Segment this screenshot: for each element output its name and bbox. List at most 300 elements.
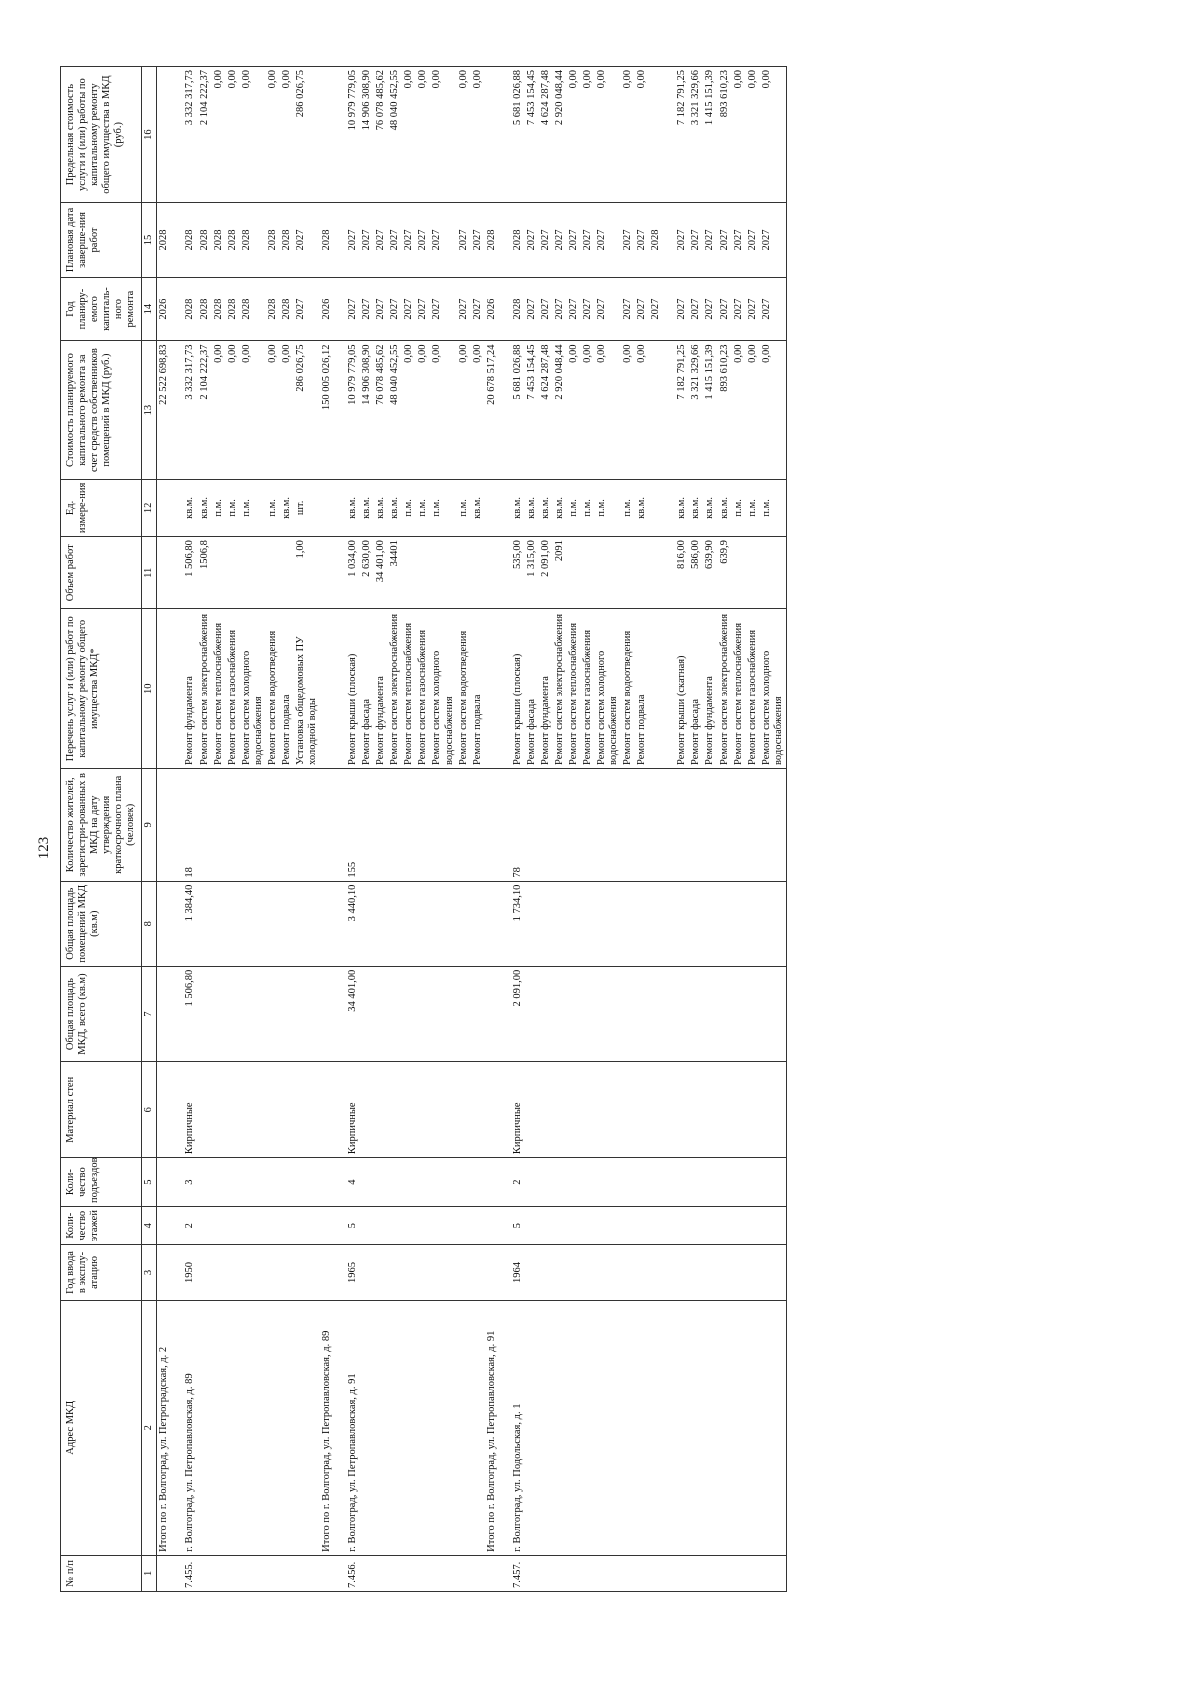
table-cell: кв.м. — [689, 479, 703, 536]
table-cell — [760, 1062, 787, 1158]
table-cell — [649, 1245, 675, 1300]
table-cell: 2027 — [525, 203, 539, 277]
table-cell: кв.м. — [553, 479, 567, 536]
table-cell: кв.м. — [346, 479, 360, 536]
table-cell — [212, 966, 226, 1062]
table-cell: 0,00 — [567, 67, 581, 203]
table-cell: п.м. — [732, 479, 746, 536]
table-cell — [198, 881, 212, 966]
table-cell: 0,00 — [760, 341, 787, 479]
table-cell: 0,00 — [635, 341, 649, 479]
table-cell: 2028 — [511, 277, 525, 341]
table-cell — [760, 1555, 787, 1591]
table-cell: 2027 — [760, 277, 787, 341]
table-cell: 2027 — [471, 277, 485, 341]
table-cell: 2027 — [525, 277, 539, 341]
table-cell — [280, 1300, 294, 1555]
table-cell: 0,00 — [212, 67, 226, 203]
column-header: Плановая дата заверше-ния работ — [61, 203, 142, 277]
table-cell — [457, 1245, 471, 1300]
table-cell: 893 610,23 — [718, 67, 732, 203]
work-row — [226, 67, 240, 1592]
table-cell: 2027 — [457, 277, 471, 341]
table-cell: 0,00 — [240, 341, 266, 479]
column-number: 13 — [142, 341, 157, 479]
table-cell: 0,00 — [430, 67, 456, 203]
table-cell: 48 040 452,55 — [388, 341, 402, 479]
table-cell — [718, 881, 732, 966]
table-cell: Ремонт крыши (плоская) — [511, 609, 525, 769]
table-cell — [430, 1158, 456, 1207]
table-cell: 2027 — [718, 203, 732, 277]
table-cell: 2027 — [360, 277, 374, 341]
table-cell — [360, 881, 374, 966]
table-cell: 0,00 — [581, 341, 595, 479]
table-cell: 2028 — [649, 203, 675, 277]
table-cell — [212, 1300, 226, 1555]
table-cell — [718, 768, 732, 881]
table-cell — [649, 609, 675, 769]
column-number: 14 — [142, 277, 157, 341]
table-cell — [266, 1158, 280, 1207]
table-cell — [280, 966, 294, 1062]
table-cell — [553, 1245, 567, 1300]
table-cell — [525, 881, 539, 966]
table-cell — [760, 1207, 787, 1245]
table-cell — [595, 768, 621, 881]
table-cell — [388, 1300, 402, 1555]
table-cell — [703, 1062, 717, 1158]
table-cell: 2027 — [689, 203, 703, 277]
table-cell: 286 026,75 — [294, 67, 320, 203]
table-cell — [581, 881, 595, 966]
table-cell — [689, 1158, 703, 1207]
work-row — [635, 67, 649, 1592]
table-cell — [567, 1062, 581, 1158]
table-cell — [553, 966, 567, 1062]
table-cell: Ремонт крыши (скатная) — [675, 609, 689, 769]
table-cell: 2027 — [430, 203, 456, 277]
table-cell: 0,00 — [280, 341, 294, 479]
table-cell — [374, 1555, 388, 1591]
table-cell: 34401 — [388, 537, 402, 609]
table-cell — [689, 966, 703, 1062]
table-cell — [240, 881, 266, 966]
table-cell: Ремонт систем электроснабжения — [718, 609, 732, 769]
table-cell: кв.м. — [183, 479, 197, 536]
table-cell: 2027 — [595, 277, 621, 341]
work-row — [430, 67, 456, 1592]
table-cell: Ремонт систем газоснабжения — [581, 609, 595, 769]
table-cell — [402, 1245, 416, 1300]
table-cell: 2027 — [346, 277, 360, 341]
column-number: 7 — [142, 966, 157, 1062]
table-cell — [746, 537, 760, 609]
table-cell — [212, 1555, 226, 1591]
table-cell: 2027 — [595, 203, 621, 277]
table-cell — [703, 1555, 717, 1591]
table-cell — [581, 1555, 595, 1591]
table-cell: Установка общедомовых ПУ холодной воды — [294, 609, 320, 769]
table-cell: 2027 — [374, 203, 388, 277]
table-cell: шт. — [294, 479, 320, 536]
table-cell — [402, 966, 416, 1062]
table-cell — [621, 537, 635, 609]
table-cell: 2027 — [346, 203, 360, 277]
table-cell: Итого по г. Волгоград, ул. Петропавловская, д. 91 — [485, 1300, 511, 1555]
rotated-page — [30, 48, 1170, 1648]
table-cell — [595, 1158, 621, 1207]
table-cell — [320, 537, 346, 609]
table-cell — [567, 1158, 581, 1207]
table-cell — [595, 1555, 621, 1591]
table-cell: Ремонт фундамента — [539, 609, 553, 769]
table-cell — [485, 1555, 511, 1591]
table-cell — [649, 479, 675, 536]
table-cell — [649, 67, 675, 203]
table-cell — [240, 537, 266, 609]
table-cell — [732, 1245, 746, 1300]
table-cell: 2 — [183, 1207, 197, 1245]
table-cell — [240, 1158, 266, 1207]
table-cell — [595, 1300, 621, 1555]
table-cell — [240, 1062, 266, 1158]
table-cell: 2027 — [621, 203, 635, 277]
table-cell: Ремонт систем холодного водоснабжения — [240, 609, 266, 769]
table-cell: 150 005 026,12 — [320, 341, 346, 479]
table-cell: 2027 — [457, 203, 471, 277]
table-cell — [689, 768, 703, 881]
table-cell — [485, 1158, 511, 1207]
table-cell: кв.м. — [539, 479, 553, 536]
table-cell — [457, 966, 471, 1062]
table-cell: Ремонт систем холодного водоснабжения — [430, 609, 456, 769]
table-cell — [732, 768, 746, 881]
table-cell — [402, 768, 416, 881]
work-row — [525, 67, 539, 1592]
table-cell — [675, 1207, 689, 1245]
table-cell: 7 453 154,45 — [525, 67, 539, 203]
table-cell: 2027 — [760, 203, 787, 277]
work-row — [760, 67, 787, 1592]
table-cell: Ремонт крыши (плоская) — [346, 609, 360, 769]
total-row — [157, 67, 184, 1592]
table-cell — [703, 1207, 717, 1245]
table-cell — [402, 1207, 416, 1245]
table-cell — [567, 1245, 581, 1300]
table-cell — [226, 1207, 240, 1245]
table-cell: 4 624 287,48 — [539, 341, 553, 479]
table-cell: 639,90 — [703, 537, 717, 609]
table-cell — [294, 1207, 320, 1245]
table-cell: 14 906 308,90 — [360, 341, 374, 479]
table-cell — [703, 1245, 717, 1300]
column-number: 3 — [142, 1245, 157, 1300]
table-cell — [621, 1062, 635, 1158]
table-cell: 2026 — [485, 277, 511, 341]
table-cell: 2027 — [416, 203, 430, 277]
table-cell — [471, 537, 485, 609]
table-cell — [157, 67, 184, 203]
table-cell — [525, 768, 539, 881]
table-cell: 2027 — [581, 277, 595, 341]
table-cell — [416, 1207, 430, 1245]
table-cell: Ремонт подвала — [280, 609, 294, 769]
table-cell: 0,00 — [226, 341, 240, 479]
table-cell: 2028 — [157, 203, 184, 277]
table-cell: Ремонт систем электроснабжения — [553, 609, 567, 769]
table-cell — [212, 537, 226, 609]
table-cell — [226, 1245, 240, 1300]
table-cell: 3 321 329,66 — [689, 67, 703, 203]
table-cell — [635, 1062, 649, 1158]
table-cell: 0,00 — [732, 67, 746, 203]
table-cell: 2027 — [703, 203, 717, 277]
table-cell — [294, 1158, 320, 1207]
table-cell — [388, 1555, 402, 1591]
work-row — [457, 67, 471, 1592]
table-cell: 2028 — [280, 277, 294, 341]
table-cell: 3 332 317,73 — [183, 67, 197, 203]
table-cell: п.м. — [226, 479, 240, 536]
table-cell — [539, 768, 553, 881]
table-cell — [732, 1207, 746, 1245]
table-cell — [226, 1158, 240, 1207]
table-cell: п.м. — [760, 479, 787, 536]
table-cell: 1 315,00 — [525, 537, 539, 609]
table-cell — [416, 1300, 430, 1555]
table-cell — [525, 1207, 539, 1245]
table-cell: Ремонт систем водоотведения — [266, 609, 280, 769]
table-cell — [388, 1062, 402, 1158]
table-cell: 639,9 — [718, 537, 732, 609]
table-cell — [212, 881, 226, 966]
table-cell: 2027 — [294, 203, 320, 277]
table-cell: кв.м. — [703, 479, 717, 536]
table-cell — [320, 1062, 346, 1158]
table-cell: 0,00 — [266, 67, 280, 203]
table-cell: 2091 — [553, 537, 567, 609]
table-cell — [718, 1207, 732, 1245]
table-cell — [374, 1207, 388, 1245]
table-cell — [280, 881, 294, 966]
table-cell: 0,00 — [732, 341, 746, 479]
table-cell — [198, 1158, 212, 1207]
table-header — [61, 67, 157, 1592]
table-cell: п.м. — [595, 479, 621, 536]
table-cell — [718, 1062, 732, 1158]
table-cell: п.м. — [746, 479, 760, 536]
table-cell — [675, 1300, 689, 1555]
table-cell: 3 440,10 — [346, 881, 360, 966]
table-cell — [320, 479, 346, 536]
table-cell: 2027 — [581, 203, 595, 277]
table-cell: Ремонт систем теплоснабжения — [402, 609, 416, 769]
table-cell — [649, 1300, 675, 1555]
table-cell: 0,00 — [595, 67, 621, 203]
table-cell — [553, 768, 567, 881]
table-cell — [485, 67, 511, 203]
table-cell — [430, 1300, 456, 1555]
table-cell — [649, 341, 675, 479]
column-number: 8 — [142, 881, 157, 966]
table-cell: 2 091,00 — [539, 537, 553, 609]
table-cell — [320, 881, 346, 966]
table-cell — [539, 1300, 553, 1555]
table-cell — [280, 768, 294, 881]
table-cell: 2028 — [212, 203, 226, 277]
table-cell: 2027 — [388, 203, 402, 277]
table-cell — [416, 768, 430, 881]
table-cell — [746, 966, 760, 1062]
table-cell: г. Волгоград, ул. Подольская, д. 1 — [511, 1300, 525, 1555]
table-cell — [760, 1245, 787, 1300]
table-cell — [226, 1300, 240, 1555]
table-cell: 2 630,00 — [360, 537, 374, 609]
table-cell — [320, 966, 346, 1062]
table-cell — [746, 1062, 760, 1158]
table-cell: 5 681 026,88 — [511, 67, 525, 203]
table-cell: 2027 — [471, 203, 485, 277]
table-cell — [157, 966, 184, 1062]
table-cell — [360, 768, 374, 881]
table-cell — [621, 881, 635, 966]
table-cell — [416, 1158, 430, 1207]
column-number: 16 — [142, 67, 157, 203]
table-cell — [416, 1245, 430, 1300]
table-cell: 14 906 308,90 — [360, 67, 374, 203]
table-cell: 0,00 — [402, 341, 416, 479]
table-cell — [567, 1555, 581, 1591]
table-cell — [635, 1158, 649, 1207]
table-cell: 0,00 — [746, 67, 760, 203]
table-cell: 1964 — [511, 1245, 525, 1300]
table-cell — [635, 1207, 649, 1245]
table-cell — [635, 768, 649, 881]
table-cell: Ремонт систем водоотведения — [621, 609, 635, 769]
table-cell — [525, 966, 539, 1062]
table-cell — [430, 966, 456, 1062]
table-cell — [471, 768, 485, 881]
table-cell — [718, 1245, 732, 1300]
table-cell: 10 979 779,05 — [346, 67, 360, 203]
column-header: Общая площадь МКД, всего (кв.м) — [61, 966, 142, 1062]
table-cell: 2027 — [402, 277, 416, 341]
table-cell: Ремонт систем электроснабжения — [388, 609, 402, 769]
table-cell — [746, 1555, 760, 1591]
work-row — [539, 67, 553, 1592]
table-cell — [157, 1245, 184, 1300]
column-header: Объем работ — [61, 537, 142, 609]
table-cell: кв.м. — [388, 479, 402, 536]
table-cell — [360, 1062, 374, 1158]
table-cell — [374, 881, 388, 966]
table-cell: 2027 — [539, 203, 553, 277]
table-cell — [294, 881, 320, 966]
table-cell — [485, 881, 511, 966]
table-cell — [567, 966, 581, 1062]
table-cell — [240, 966, 266, 1062]
work-row — [280, 67, 294, 1592]
table-cell — [320, 1555, 346, 1591]
table-cell: кв.м. — [511, 479, 525, 536]
table-cell: 0,00 — [760, 67, 787, 203]
column-header: Год планиру-емого капиталь-ного ремонта — [61, 277, 142, 341]
table-cell — [457, 537, 471, 609]
table-cell: г. Волгоград, ул. Петропавловская, д. 89 — [183, 1300, 197, 1555]
table-cell — [746, 768, 760, 881]
table-cell — [280, 1555, 294, 1591]
table-cell: 535,00 — [511, 537, 525, 609]
table-cell — [746, 1207, 760, 1245]
table-cell — [675, 1555, 689, 1591]
table-cell: п.м. — [581, 479, 595, 536]
table-cell — [157, 537, 184, 609]
table-cell — [539, 1062, 553, 1158]
table-cell — [760, 1300, 787, 1555]
table-cell: 2028 — [240, 203, 266, 277]
table-cell — [525, 1158, 539, 1207]
table-cell: 2028 — [183, 277, 197, 341]
table-cell — [294, 1300, 320, 1555]
table-cell — [457, 881, 471, 966]
table-cell: Ремонт систем холодного водоснабжения — [760, 609, 787, 769]
table-cell — [457, 1062, 471, 1158]
table-cell — [212, 1207, 226, 1245]
table-cell — [567, 537, 581, 609]
table-cell: Ремонт систем теплоснабжения — [212, 609, 226, 769]
column-header: № п/п — [61, 1555, 142, 1591]
table-cell: 48 040 452,55 — [388, 67, 402, 203]
table-cell: 0,00 — [635, 67, 649, 203]
table-cell: 1 506,80 — [183, 966, 197, 1062]
table-cell — [280, 1207, 294, 1245]
table-cell: 2 — [511, 1158, 525, 1207]
table-cell — [649, 768, 675, 881]
table-cell: 22 522 698,83 — [157, 341, 184, 479]
table-cell — [581, 966, 595, 1062]
table-cell: 2027 — [718, 277, 732, 341]
table-cell: п.м. — [212, 479, 226, 536]
table-cell — [621, 1555, 635, 1591]
table-cell: 586,00 — [689, 537, 703, 609]
table-cell — [320, 1207, 346, 1245]
table-cell — [703, 966, 717, 1062]
table-cell — [157, 1062, 184, 1158]
table-cell — [635, 1300, 649, 1555]
table-cell — [416, 1555, 430, 1591]
table-cell: 2028 — [198, 277, 212, 341]
table-cell — [360, 1300, 374, 1555]
table-cell: 5 681 026,88 — [511, 341, 525, 479]
table-cell — [430, 1245, 456, 1300]
table-cell — [635, 966, 649, 1062]
total-row — [485, 67, 511, 1592]
table-cell: 0,00 — [621, 67, 635, 203]
table-cell — [320, 67, 346, 203]
table-cell — [374, 1300, 388, 1555]
table-cell: 155 — [346, 768, 360, 881]
table-cell: Ремонт фундамента — [703, 609, 717, 769]
table-cell — [703, 1158, 717, 1207]
work-row — [212, 67, 226, 1592]
table-cell — [416, 881, 430, 966]
table-cell: 34 401,00 — [346, 966, 360, 1062]
work-row — [581, 67, 595, 1592]
table-cell — [471, 1207, 485, 1245]
table-cell — [212, 1158, 226, 1207]
table-cell — [266, 881, 280, 966]
